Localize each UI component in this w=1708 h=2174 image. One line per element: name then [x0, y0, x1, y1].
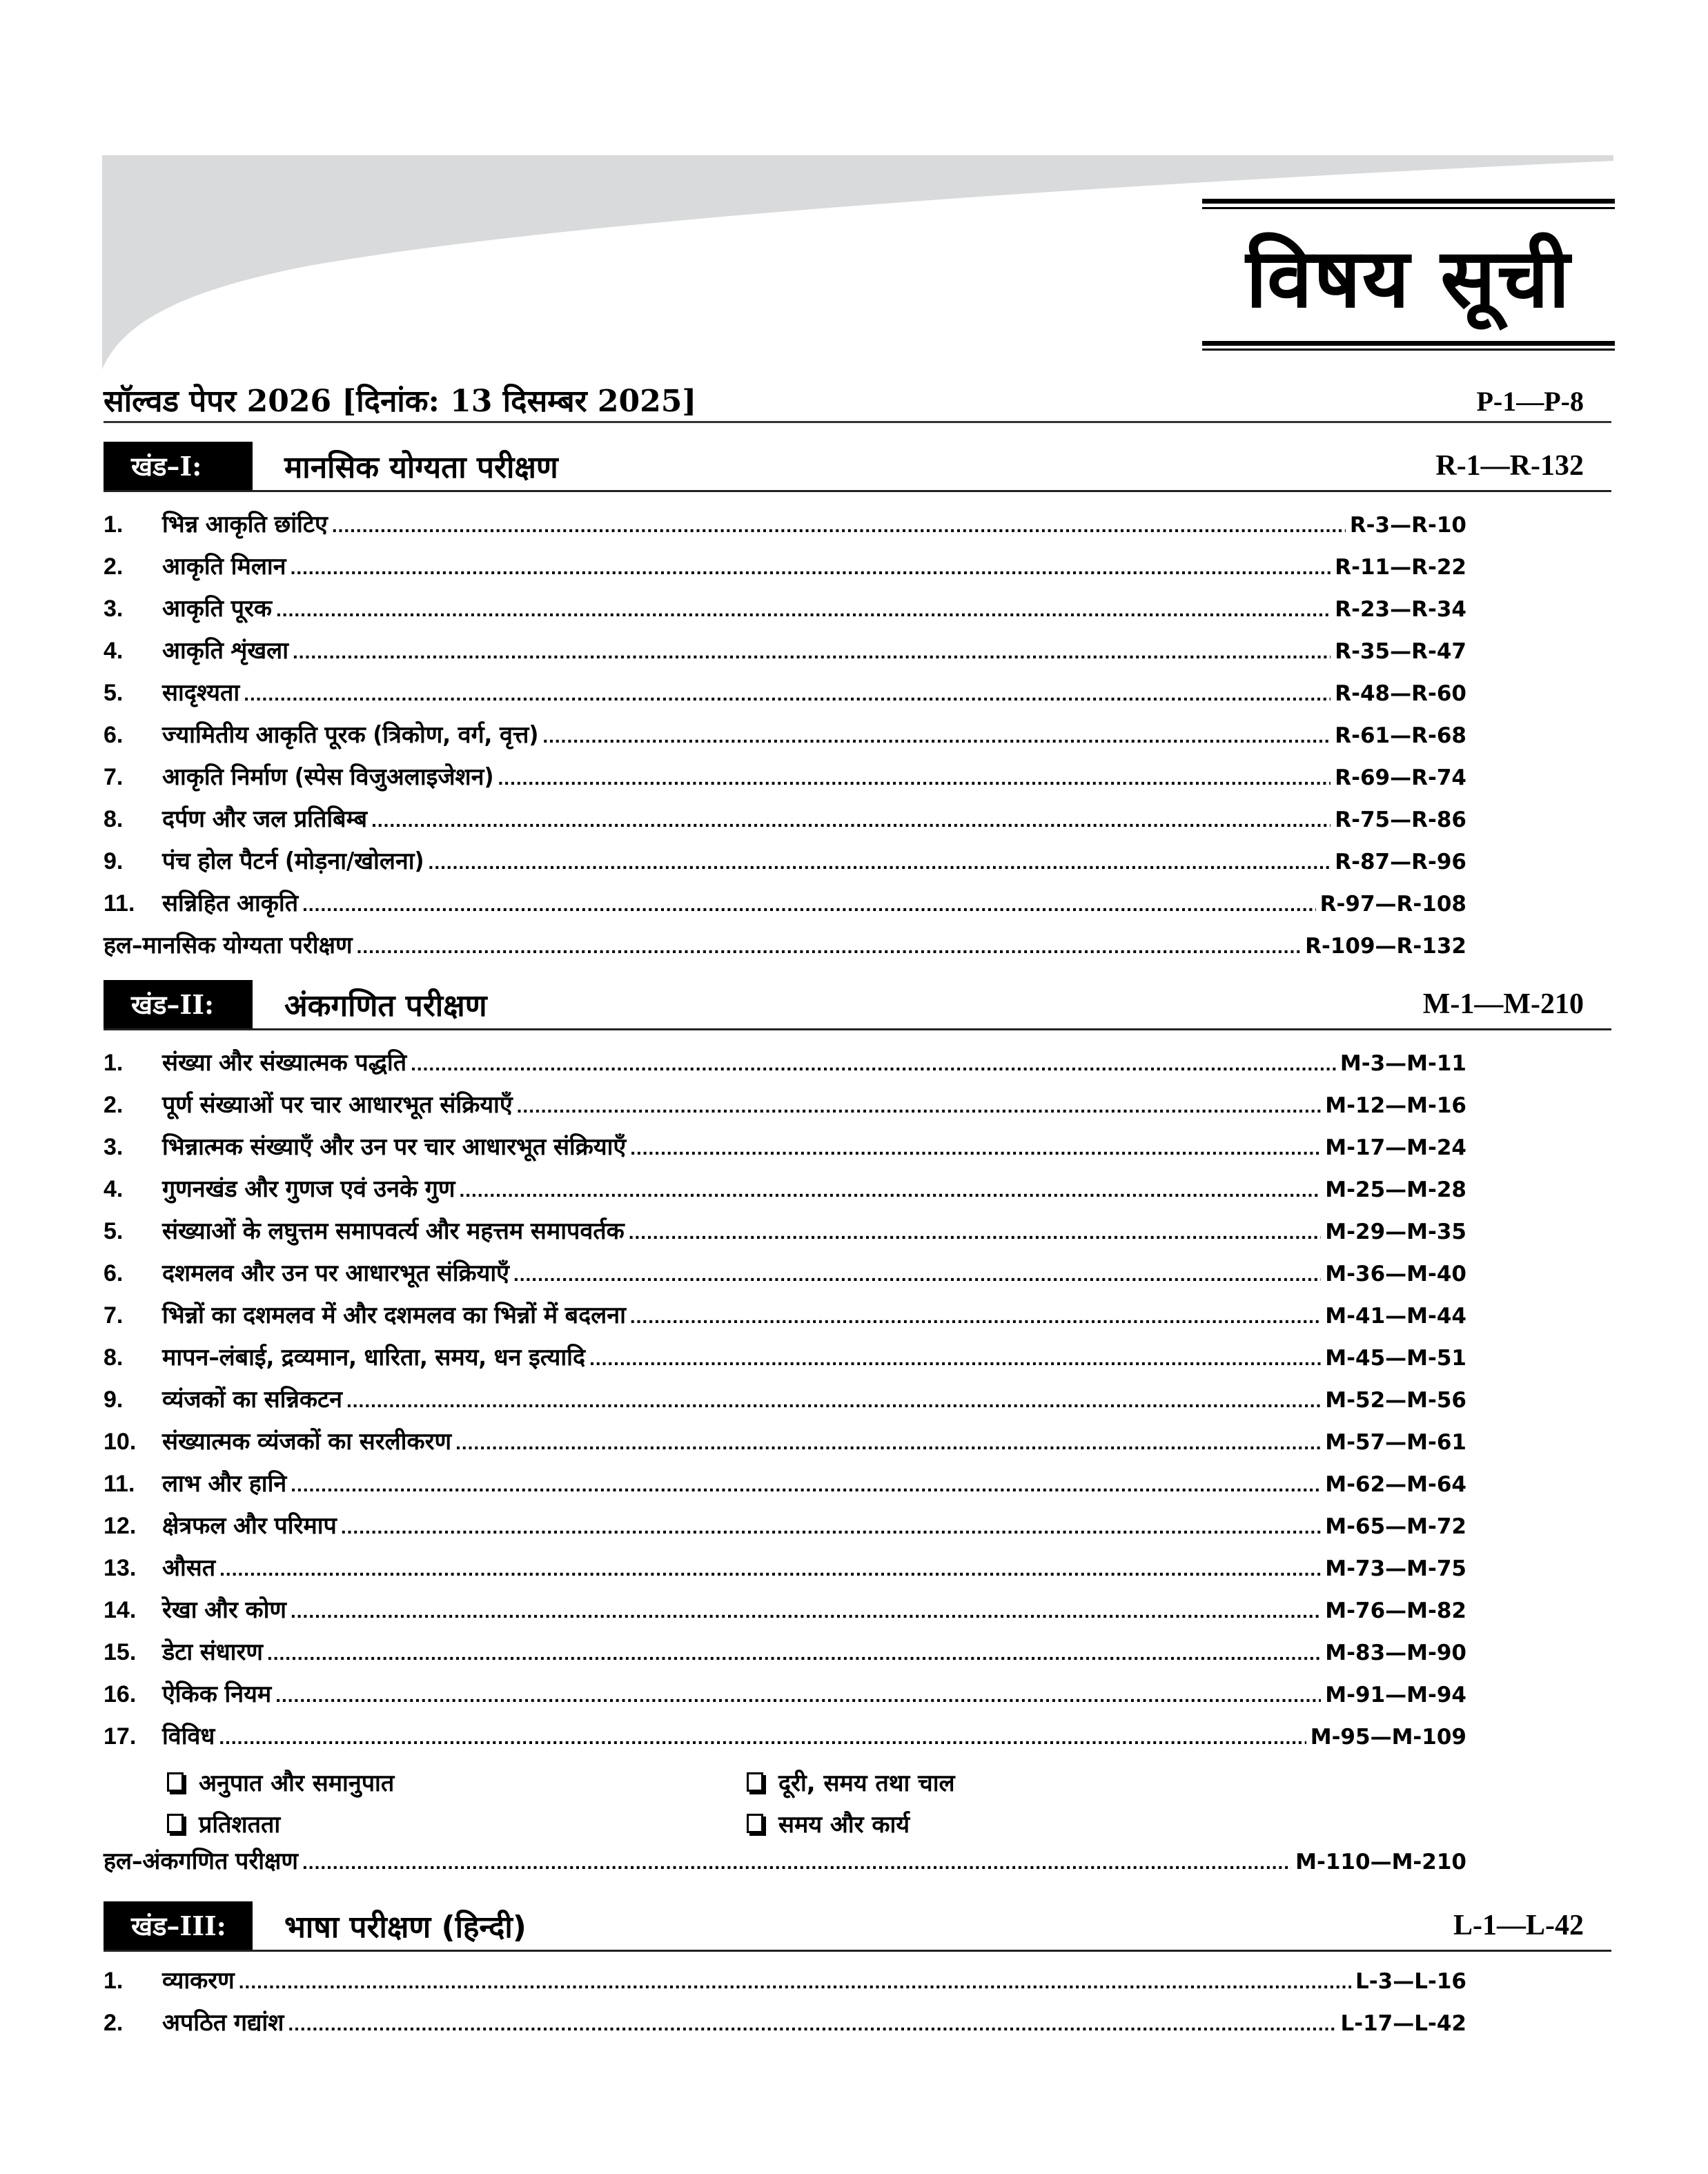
section-name: अंकगणित परीक्षण — [284, 988, 487, 1024]
item-label: व्यंजकों का सन्निकटन — [162, 1386, 342, 1413]
item-pages: R-23—R-34 — [1335, 597, 1466, 622]
subtopic-label: प्रतिशतता — [199, 1811, 281, 1839]
item-label: ज्यामितीय आकृति पूरक (त्रिकोण, वर्ग, वृत्त) — [162, 721, 539, 749]
toc-item[interactable] — [104, 2006, 1466, 2048]
leader-dots — [302, 1852, 1291, 1874]
toc-item[interactable] — [104, 1298, 1466, 1340]
item-pages: M-17—M-24 — [1325, 1135, 1466, 1160]
item-number: 1. — [104, 1968, 124, 1994]
item-number: 3. — [104, 1134, 124, 1160]
page-title: विषय सूची — [1246, 231, 1571, 326]
item-label: पंच होल पैटर्न (मोड़ना/खोलना) — [162, 848, 424, 875]
item-number: 7. — [104, 764, 124, 790]
toc-item[interactable] — [104, 1635, 1466, 1677]
item-pages: M-76—M-82 — [1325, 1598, 1466, 1623]
item-number: 15. — [104, 1639, 137, 1665]
subtopic-label: अनुपात और समानुपात — [199, 1770, 395, 1797]
title-rule-top-thick — [1202, 199, 1615, 204]
checkbox-icon — [167, 1772, 184, 1792]
item-pages: R-61—R-68 — [1335, 723, 1466, 748]
leader-dots — [219, 1558, 1321, 1580]
item-pages: M-65—M-72 — [1325, 1514, 1466, 1539]
item-pages: M-29—M-35 — [1325, 1220, 1466, 1244]
item-pages: M-91—M-94 — [1325, 1683, 1466, 1707]
item-label: लाभ और हानि — [162, 1470, 287, 1498]
item-pages: M-62—M-64 — [1325, 1472, 1466, 1497]
item-pages: M-36—M-40 — [1325, 1262, 1466, 1286]
item-label: संख्याओं के लघुत्तम समापवर्त्य और महत्तम समापवर्तक — [162, 1217, 625, 1245]
solutions-item[interactable] — [104, 928, 1466, 970]
leader-dots — [219, 1727, 1306, 1749]
leader-dots — [244, 683, 1331, 705]
item-pages: L-3—L-16 — [1355, 1969, 1466, 1994]
item-number: 9. — [104, 848, 124, 874]
item-label: पूर्ण संख्याओं पर चार आधारभूत संक्रियाएँ — [162, 1091, 513, 1119]
item-label: हल–अंकगणित परीक्षण — [104, 1848, 299, 1875]
toc-item[interactable] — [104, 1964, 1466, 2006]
leader-dots — [542, 725, 1331, 747]
item-pages: M-41—M-44 — [1325, 1304, 1466, 1329]
toc-item[interactable] — [104, 1340, 1466, 1382]
solved-paper-label: सॉल्वड पेपर 2026 [दिनांक: 13 दिसम्बर 2025] — [104, 384, 697, 419]
item-number: 11. — [104, 890, 135, 917]
item-pages: R-69—R-74 — [1335, 765, 1466, 790]
item-number: 9. — [104, 1387, 124, 1413]
item-number: 7. — [104, 1302, 124, 1329]
solved-paper-pages: P-1—P-8 — [1476, 386, 1584, 417]
item-pages: L-17—L-42 — [1340, 2011, 1466, 2036]
item-label: मापन–लंबाई, द्रव्यमान, धारिता, समय, धन इत्यादि — [162, 1344, 586, 1371]
item-pages: M-52—M-56 — [1325, 1388, 1466, 1413]
item-pages: M-45—M-51 — [1325, 1346, 1466, 1371]
toc-item[interactable] — [104, 1088, 1466, 1130]
item-number: 6. — [104, 722, 124, 748]
section-name: मानसिक योग्यता परीक्षण — [284, 450, 558, 485]
section-2-list — [104, 1046, 1466, 1886]
leader-dots — [291, 557, 1331, 579]
section-3-list — [104, 1964, 1466, 2048]
title-rule-bottom-thick — [1202, 341, 1615, 346]
item-number: 16. — [104, 1681, 137, 1707]
item-label: औसत — [162, 1554, 216, 1582]
leader-dots — [239, 1971, 1351, 1993]
item-label: सादृश्यता — [162, 679, 240, 707]
leader-dots — [276, 599, 1331, 621]
item-pages: M-25—M-28 — [1325, 1177, 1466, 1202]
item-label: दशमलव और उन पर आधारभूत संक्रियाएँ — [162, 1260, 509, 1287]
item-number: 6. — [104, 1260, 124, 1286]
item-number: 2. — [104, 2010, 124, 2036]
item-pages: R-11—R-22 — [1335, 555, 1466, 580]
leader-dots — [411, 1053, 1336, 1075]
solutions-item[interactable] — [104, 1844, 1466, 1886]
item-number: 8. — [104, 806, 124, 832]
toc-item[interactable] — [104, 507, 1466, 549]
leader-dots — [291, 1474, 1321, 1496]
item-number: 2. — [104, 554, 124, 580]
item-number: 1. — [104, 511, 124, 538]
item-pages: M-73—M-75 — [1325, 1556, 1466, 1581]
title-rule-top-thin — [1202, 207, 1615, 209]
item-label: व्याकरण — [162, 1967, 235, 1995]
title-block — [1202, 199, 1615, 351]
leader-dots — [346, 1390, 1321, 1412]
item-number: 4. — [104, 638, 124, 664]
item-label: आकृति पूरक — [162, 595, 273, 623]
item-label: भिन्नात्मक संख्याएँ और उन पर चार आधारभूत संक्रियाएँ — [162, 1133, 627, 1161]
item-pages: R-75—R-86 — [1335, 807, 1466, 832]
item-pages: M-57—M-61 — [1325, 1430, 1466, 1455]
toc-item[interactable] — [104, 802, 1466, 844]
leader-dots — [293, 641, 1331, 663]
section-header-1[interactable] — [104, 442, 1611, 492]
item-number: 5. — [104, 1218, 124, 1244]
item-label: ऐकिक नियम — [162, 1681, 272, 1708]
toc-item[interactable] — [104, 1719, 1466, 1761]
toc-item[interactable] — [104, 1172, 1466, 1214]
item-label: संख्या और संख्यात्मक पद्धति — [162, 1049, 407, 1077]
item-label: अपठित गद्यांश — [162, 2009, 284, 2037]
toc-item[interactable] — [104, 760, 1466, 802]
leader-dots — [630, 1137, 1321, 1159]
item-label: गुणनखंड और गुणज एवं उनके गुण — [162, 1175, 455, 1203]
subtopic-item[interactable] — [747, 1803, 1230, 1844]
item-pages: M-3—M-11 — [1339, 1051, 1466, 1076]
toc-item[interactable] — [104, 1677, 1466, 1719]
subtopic-label: दूरी, समय तथा चाल — [778, 1770, 955, 1797]
section-name: भाषा परीक्षण (हिन्दी) — [284, 1910, 527, 1945]
leader-dots — [341, 1516, 1321, 1538]
checkbox-icon — [747, 1814, 763, 1833]
toc-item[interactable] — [104, 844, 1466, 886]
leader-dots — [460, 1179, 1322, 1202]
item-label: हल–मानसिक योग्यता परीक्षण — [104, 932, 353, 959]
item-pages: R-109—R-132 — [1305, 934, 1466, 959]
item-number: 10. — [104, 1429, 137, 1455]
item-pages: M-83—M-90 — [1325, 1641, 1466, 1665]
toc-item[interactable] — [104, 676, 1466, 718]
item-label: क्षेत्रफल और परिमाप — [162, 1512, 337, 1540]
subtopic-item[interactable] — [167, 1761, 747, 1803]
item-label: विविध — [162, 1723, 215, 1750]
toc-item[interactable] — [104, 1467, 1466, 1509]
section-range: L-1—L-42 — [1453, 1910, 1584, 1941]
item-number: 12. — [104, 1513, 137, 1539]
item-label: डेटा संधारण — [162, 1638, 263, 1666]
item-pages: M-110—M-210 — [1295, 1850, 1466, 1874]
toc-item[interactable] — [104, 549, 1466, 591]
leader-dots — [371, 810, 1331, 832]
toc-item[interactable] — [104, 1130, 1466, 1172]
item-number: 4. — [104, 1176, 124, 1202]
checkbox-icon — [747, 1772, 763, 1792]
item-number: 1. — [104, 1050, 124, 1076]
subtopic-label: समय और कार्य — [778, 1811, 910, 1839]
item-number: 8. — [104, 1344, 124, 1371]
leader-dots — [275, 1685, 1321, 1707]
section-range: M-1—M-210 — [1422, 988, 1584, 1020]
item-pages: R-97—R-108 — [1319, 892, 1466, 917]
subtopic-item[interactable] — [747, 1761, 1230, 1803]
toc-item[interactable] — [104, 1382, 1466, 1424]
solved-paper-entry[interactable] — [104, 378, 1611, 423]
item-number: 17. — [104, 1723, 137, 1750]
leader-dots — [498, 767, 1331, 790]
toc-item[interactable] — [104, 1214, 1466, 1256]
toc-item[interactable] — [104, 1551, 1466, 1593]
item-number: 14. — [104, 1597, 137, 1623]
section-header-3[interactable] — [104, 1901, 1611, 1952]
item-number: 5. — [104, 680, 124, 706]
item-label: आकृति शृंखला — [162, 637, 289, 665]
item-number: 3. — [104, 596, 124, 622]
leader-dots — [429, 852, 1331, 874]
item-pages: R-48—R-60 — [1335, 681, 1466, 706]
leader-dots — [302, 894, 1316, 916]
item-number: 2. — [104, 1092, 124, 1118]
toc-item[interactable] — [104, 591, 1466, 634]
leader-dots — [513, 1264, 1321, 1286]
section-1-list — [104, 507, 1466, 970]
item-label: भिन्नों का दशमलव में और दशमलव का भिन्नों में बदलना — [162, 1302, 626, 1329]
leader-dots — [357, 936, 1302, 958]
item-pages: R-3—R-10 — [1349, 513, 1466, 538]
subtopic-item[interactable] — [167, 1803, 747, 1844]
misc-subtopics — [104, 1761, 1466, 1844]
item-pages: R-35—R-47 — [1335, 639, 1466, 664]
item-number: 11. — [104, 1471, 135, 1497]
section-tag: खंड–I: — [104, 442, 253, 490]
toc-item[interactable] — [104, 886, 1466, 928]
section-header-2[interactable] — [104, 980, 1611, 1030]
section-tag: खंड–II: — [104, 980, 253, 1028]
item-pages: R-87—R-96 — [1335, 850, 1466, 874]
toc-item[interactable] — [104, 718, 1466, 760]
item-label: रेखा और कोण — [162, 1596, 286, 1624]
leader-dots — [629, 1222, 1322, 1244]
item-pages: M-95—M-109 — [1310, 1725, 1466, 1750]
title-rule-bottom-thin — [1202, 349, 1615, 351]
toc-item[interactable] — [104, 1509, 1466, 1551]
item-label: संख्यात्मक व्यंजकों का सरलीकरण — [162, 1428, 452, 1456]
toc-item[interactable] — [104, 634, 1466, 676]
leader-dots — [267, 1643, 1321, 1665]
checkbox-icon — [167, 1814, 184, 1833]
leader-dots — [332, 515, 1346, 537]
item-pages: M-12—M-16 — [1325, 1093, 1466, 1118]
toc-item[interactable] — [104, 1593, 1466, 1635]
leader-dots — [455, 1432, 1321, 1454]
section-range: R-1—R-132 — [1435, 450, 1584, 482]
leader-dots — [630, 1306, 1321, 1328]
item-label: दर्पण और जल प्रतिबिम्ब — [162, 805, 368, 833]
leader-dots — [517, 1095, 1322, 1117]
item-label: भिन्न आकृति छांटिए — [162, 511, 328, 538]
item-label: आकृति निर्माण (स्पेस विजुअलाइजेशन) — [162, 763, 494, 791]
leader-dots — [589, 1348, 1321, 1370]
leader-dots — [288, 2013, 1336, 2035]
item-label: सन्निहित आकृति — [162, 890, 299, 917]
toc-item[interactable] — [104, 1256, 1466, 1298]
toc-item[interactable] — [104, 1424, 1466, 1467]
item-number: 13. — [104, 1555, 137, 1581]
section-tag: खंड–III: — [104, 1901, 253, 1950]
item-label: आकृति मिलान — [162, 553, 286, 580]
toc-item[interactable] — [104, 1046, 1466, 1088]
leader-dots — [291, 1600, 1321, 1623]
